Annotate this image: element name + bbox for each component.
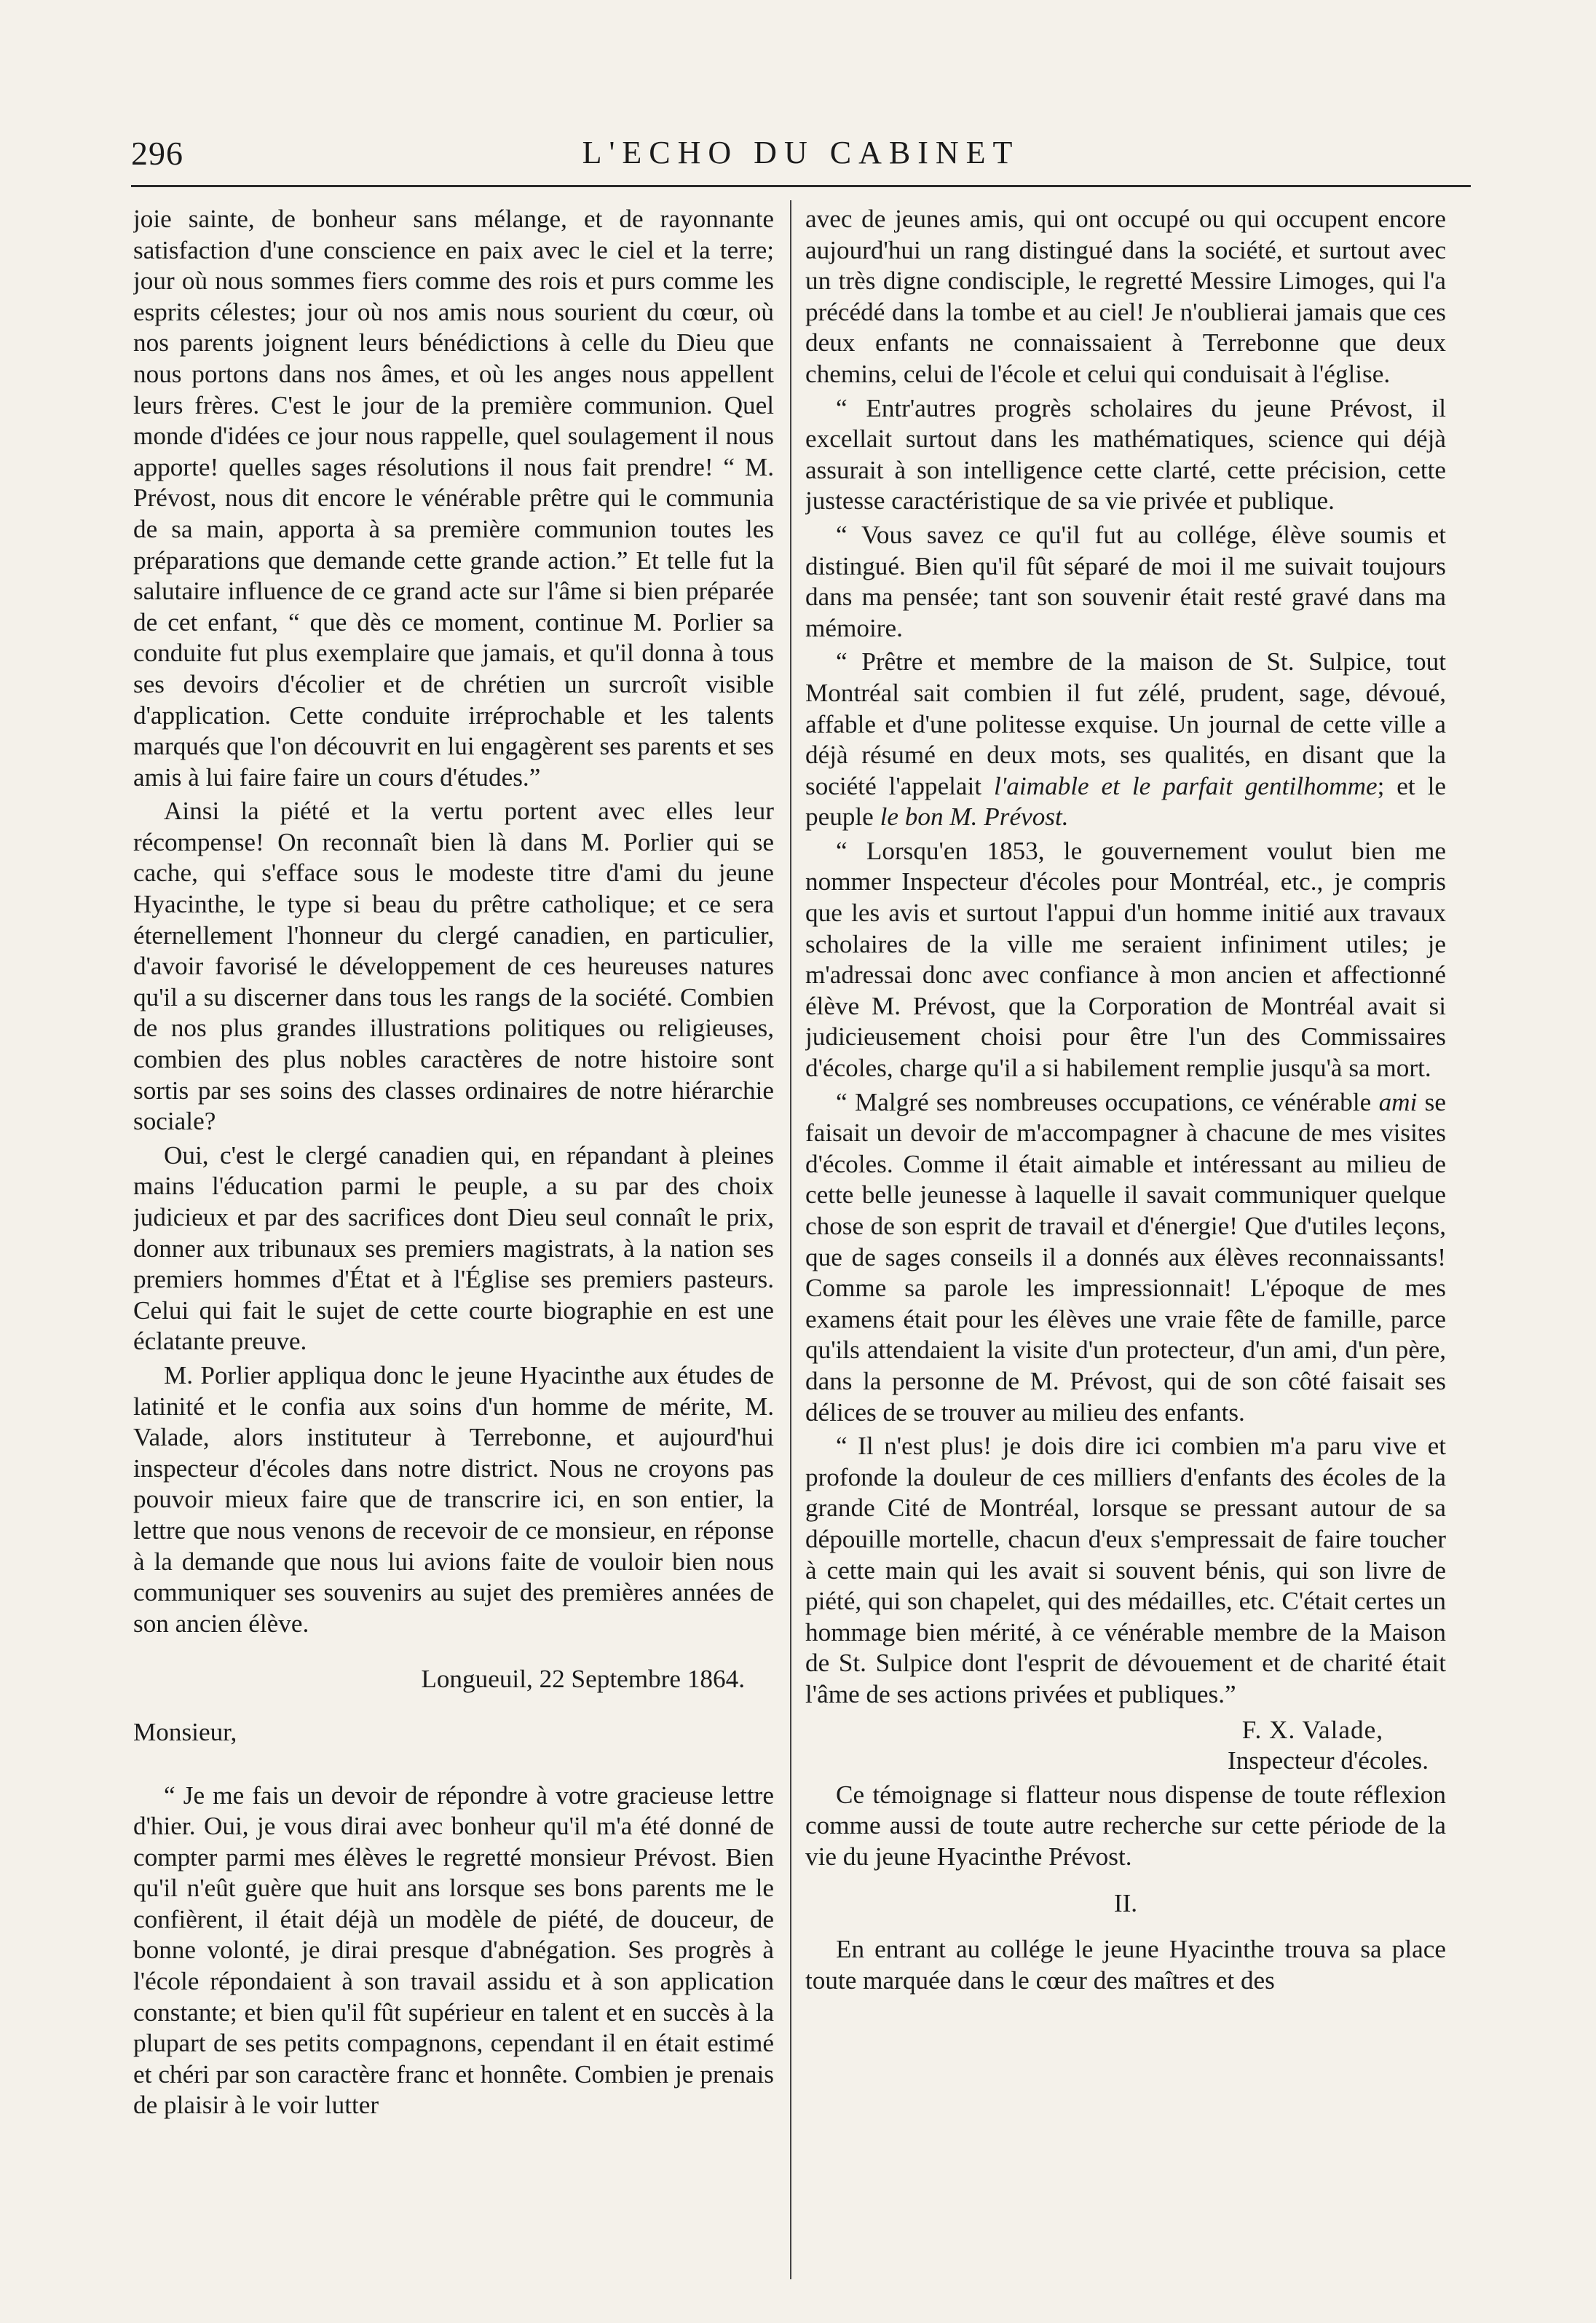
column-divider [790, 200, 791, 2279]
header-rule [131, 185, 1471, 187]
paragraph: M. Porlier appliqua donc le jeune Hyacinthe aux études de latinité et le confia aux soins d'un homme de mérite, M. Valade, alors instituteur à Terrebonne, et aujourd'hui inspecteur d'écoles dans notre district. Nous ne croyons pas pouvoir mieux faire que de transcrire ici, en son entier, la lettre que nous venons de recevoir de ce monsieur, en réponse à la demande que nous lui avions faite de vouloir bien nous communiquer ses souvenirs au sujet des premières années de son ancien élève. [133, 1360, 774, 1638]
letter-dateline: Longueuil, 22 Septembre 1864. [421, 1665, 745, 1694]
page-number: 296 [131, 135, 183, 172]
paragraph [805, 1087, 1446, 1429]
paragraph-text: “ Malgré ses nombreuses occupations, ce vénérable [836, 1087, 1379, 1116]
paragraph: avec de jeunes amis, qui ont occupé ou qui occupent encore aujourd'hui un rang distingué dans la société, et surtout avec un très digne condisciple, le regretté Messire Limoges, qui l'a précédé dans la tombe et au ciel! Je n'oublierai jamais que ces deux enfants ne connaissaient à Terrebonne que deux chemins, celui de l'école et celui qui conduisait à l'église. [805, 205, 1446, 388]
paragraph-text: se faisait un devoir de m'accompagner à chacune de mes visites d'écoles. Comme il était aimable et intéressant au milieu de cette belle jeunesse à laquelle il savait communiquer quelque chose de son esprit de travail et d'énergie! Que d'utiles leçons, que de sages conseils il a donnés aux élèves reconnaissants! Comme sa parole les impressionnait! L'époque de mes examens était pour les élèves une vraie fête de famille, parce qu'ils attendaient la visite d'un protecteur, d'un ami, d'un père, dans la personne de M. Prévost, qui de son côté faisait ses délices de se trouver au milieu des enfants. [805, 1087, 1446, 1427]
paragraph-text: ; et le peuple [805, 771, 1446, 832]
paragraph: “ Il n'est plus! je dois dire ici combien m'a paru vive et profonde la douleur de ces milliers d'enfants des écoles de la grande Cité de Montréal, lorsque se pressant autour de sa dépouille mortelle, chacun d'eux s'empressait de faire toucher à cette main qui les avait si souvent bénis, qui son livre de piété, qui son chapelet, qui des médailles, etc. C'était certes un hommage bien mérité, à ce vénérable membre de la Maison de St. Sulpice dont l'esprit de dévouement et de charité était l'âme de ses actions privées et publiques.” [805, 1432, 1446, 1708]
paragraph: “ Je me fais un devoir de répondre à votre gracieuse lettre d'hier. Oui, je vous dirai avec bonheur qu'il m'a été donné de compter parmi mes élèves le regretté monsieur Prévost. Bien qu'il n'eût guère que huit ans lorsque ses bons parents me le confièrent, il était déjà un modèle de piété, de douceur, de bonne volonté, je dirai presque d'abnégation. Ses progrès à l'école répondaient à son travail assidu et à son application constante; et bien qu'il fût supérieur en talent et en succès à la plupart de ses petits compagnons, cependant il en était estimé et chéri par son caractère franc et honnête. Combien je prenais de plaisir à le voir lutter [133, 1780, 774, 2120]
paragraph: “ Lorsqu'en 1853, le gouvernement voulut bien me nommer Inspecteur d'écoles pour Montréal, etc., je compris que les avis et surtout l'appui d'un homme initié aux travaux scholaires de la ville me seraient infiniment utiles; je m'adressai donc avec confiance à mon ancien et affectionné élève M. Prévost, que la Corporation de Montréal avait si judicieusement choisi pour être l'un des Commissaires d'écoles, charge qu'il a si habilement remplie jusqu'à sa mort. [805, 836, 1446, 1083]
running-title: L'ECHO DU CABINET [582, 135, 1020, 170]
letter-salutation: Monsieur, [133, 1717, 237, 1746]
paragraph [805, 647, 1446, 833]
left-column [133, 204, 774, 2272]
paragraph: “ Entr'autres progrès scholaires du jeune Prévost, il excellait surtout dans les mathématiques, science qui déjà assurait à son intelligence cette clarté, cette précision, cette justesse caractéristique de sa vie privée et publique. [805, 393, 1446, 516]
italic-quote: l'aimable et le parfait gentilhomme [993, 771, 1378, 800]
signature-title: Inspecteur d'écoles. [1228, 1746, 1429, 1775]
paragraph: Ainsi la piété et la vertu portent avec elles leur récompense! On reconnaît bien là dans M. Porlier qui se cache, qui s'efface sous le modeste titre d'ami du jeune Hyacinthe, le type si beau du prêtre catholique; et ce sera éternellement l'honneur du clergé canadien, en particulier, d'avoir favorisé le développement de ces heureuses natures qu'il a su discerner dans tous les rangs de la société. Combien de nos plus grandes illustrations politiques ou religieuses, combien des plus nobles caractères de notre histoire sont sortis par ses soins des classes ordinaires de notre hiérarchie sociale? [133, 797, 774, 1136]
paragraph: Oui, c'est le clergé canadien qui, en répandant à pleines mains l'éducation parmi le peuple, a su par des choix judicieux et par des sacrifices dont Dieu seul connaît le prix, donner aux tribunaux ses premiers magistrats, à la nation ses premiers hommes d'État et à l'Église ses premiers pasteurs. Celui qui fait le sujet de cette courte biographie en est une éclatante preuve. [133, 1140, 774, 1356]
paragraph: “ Vous savez ce qu'il fut au collége, élève soumis et distingué. Bien qu'il fût séparé de moi il me suivait toujours dans ma pensée; tant son souvenir était resté gravé dans ma mémoire. [805, 520, 1446, 642]
paragraph: joie sainte, de bonheur sans mélange, et de rayonnante satisfaction d'une conscience en paix avec le ciel et la terre; jour où nous sommes fiers comme des rois et purs comme les esprits célestes; jour où nos amis nous sourient du cœur, où nos parents joignent leurs bénédictions à celle du Dieu que nous portons dans nos âmes, et où les anges nous appellent leurs frères. C'est le jour de la première communion. Quel monde d'idées ce jour nous rappelle, quel soulagement il nous apporte! quelles sages résolutions il nous fait prendre! “ M. Prévost, nous dit encore le vénérable prêtre qui le communia de sa main, apporta à sa première communion toutes les préparations que demande cette grande action.” Et telle fut la salutaire influence de ce grand acte sur l'âme si bien préparée de cet enfant, “ que dès ce moment, continue M. Porlier sa conduite fut plus exemplaire que jamais, et qu'il donna à tous ses devoirs d'écolier et de chrétien un surcroît visible d'application. Cette conduite irréprochable et les talents marqués que l'on découvrit en lui engagèrent ses parents et ses amis à lui faire faire un cours d'études.” [133, 205, 774, 792]
page-header [131, 124, 1471, 189]
right-column [805, 204, 1446, 2272]
paragraph: En entrant au collége le jeune Hyacinthe trouva sa place toute marquée dans le cœur des maîtres et des [805, 1935, 1446, 1995]
paragraph-text: “ Prêtre et membre de la maison de St. Sulpice, tout Montréal sait combien il fut zélé, prudent, sage, dévoué, affable et d'une politesse exquise. Un journal de cette ville a déjà résumé en deux mots, ses qualités, en disant que la société l'appelait [805, 647, 1446, 800]
section-heading: II. [1113, 1889, 1138, 1918]
paragraph: Ce témoignage si flatteur nous dispense de toute réflexion comme aussi de toute autre recherche sur cette période de la vie du jeune Hyacinthe Prévost. [805, 1780, 1446, 1871]
italic-word: ami [1378, 1087, 1418, 1116]
signature-name: F. X. Valade, [1241, 1715, 1383, 1744]
italic-quote: le bon M. Prévost. [880, 802, 1069, 832]
